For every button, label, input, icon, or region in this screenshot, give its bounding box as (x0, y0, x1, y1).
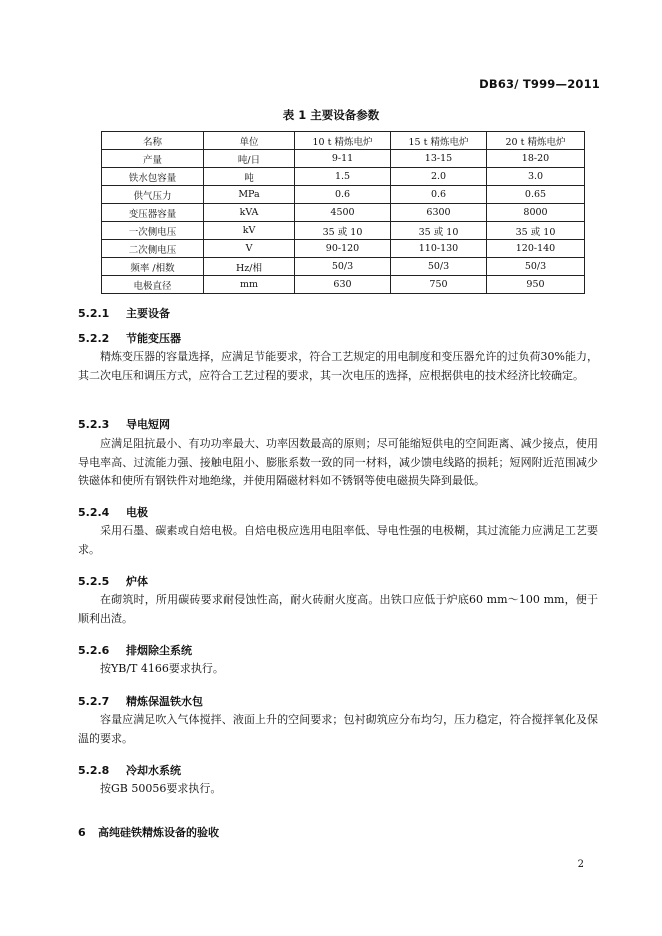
table-cell: 3.0 (487, 168, 585, 186)
table-cell: 50/3 (487, 258, 585, 276)
table-row (102, 204, 585, 222)
column-header: 名称 (102, 132, 204, 150)
section-title: 电极 (126, 506, 148, 519)
table-cell: 50/3 (391, 258, 487, 276)
table-cell: 120-140 (487, 240, 585, 258)
main-equipment-parameter-table (101, 131, 585, 294)
paragraph-5-2-5: 在砌筑时，所用碳砖要求耐侵蚀性高，耐火砖耐火度高。出铁口应低于炉底60 mm～100 mm，便于顺利出渣。 (78, 593, 598, 625)
table-cell: 35 或 10 (487, 222, 585, 240)
document-code: DB63/ T999—2011 (479, 77, 600, 91)
table-cell: 2.0 (391, 168, 487, 186)
section-heading-5-2-6 (78, 642, 192, 658)
table-cell: Hz/相 (204, 258, 295, 276)
table-cell: 750 (391, 276, 487, 294)
section-title: 冷却水系统 (126, 764, 181, 777)
section-number: 5.2.1 (78, 307, 110, 320)
paragraph-5-2-2: 精炼变压器的容量选择，应满足节能要求，符合工艺规定的用电制度和变压器允许的过负荷30%能力，其二次电压和调压方式，应符合工艺过程的要求，其一次电压的选择，应根据供电的技术经济比较确定。 (78, 350, 598, 382)
paragraph-5-2-8: 按GB 50056要求执行。 (100, 782, 222, 795)
section-heading-5-2-4 (78, 504, 148, 520)
section-number: 5.2.4 (78, 506, 110, 519)
section-title: 主要设备 (126, 307, 170, 320)
section-heading-5-2-7 (78, 693, 203, 709)
table-cell: MPa (204, 186, 295, 204)
table-header-row (102, 132, 585, 150)
table-row (102, 168, 585, 186)
table-cell: 一次侧电压 (102, 222, 204, 240)
table-cell: 0.6 (391, 186, 487, 204)
section-heading-5-2-5 (78, 573, 148, 589)
table-cell: 1.5 (295, 168, 391, 186)
section-number: 5.2.7 (78, 695, 110, 708)
table-cell: 吨/日 (204, 150, 295, 168)
section-number: 5.2.5 (78, 575, 110, 588)
table-cell: 90-120 (295, 240, 391, 258)
section-heading-5-2-3 (78, 416, 170, 432)
section-title: 节能变压器 (126, 332, 181, 345)
table-row (102, 150, 585, 168)
table-cell: 35 或 10 (295, 222, 391, 240)
table-row (102, 240, 585, 258)
column-header: 10 t 精炼电炉 (295, 132, 391, 150)
table-cell: 13-15 (391, 150, 487, 168)
table-row (102, 222, 585, 240)
table-cell: 0.6 (295, 186, 391, 204)
table-cell: 35 或 10 (391, 222, 487, 240)
section-title: 高纯硅铁精炼设备的验收 (98, 826, 219, 839)
section-heading-5-2-1 (78, 305, 170, 321)
table-cell: 50/3 (295, 258, 391, 276)
table-cell: 6300 (391, 204, 487, 222)
paragraph-5-2-4: 采用石墨、碳素或自焙电极。自焙电极应选用电阻率低、导电性强的电极糊，其过流能力应满足工艺要求。 (78, 524, 598, 556)
table-title: 表 1 主要设备参数 (282, 108, 380, 122)
table-cell: kV (204, 222, 295, 240)
column-header: 15 t 精炼电炉 (391, 132, 487, 150)
table-cell: V (204, 240, 295, 258)
table-cell: 18-20 (487, 150, 585, 168)
table-cell: 频率 /相数 (102, 258, 204, 276)
section-number: 5.2.6 (78, 644, 110, 657)
section-number: 5.2.3 (78, 418, 110, 431)
section-title: 导电短网 (126, 418, 170, 431)
column-header: 20 t 精炼电炉 (487, 132, 585, 150)
table-cell: 供气压力 (102, 186, 204, 204)
table-cell: 电极直径 (102, 276, 204, 294)
section-title: 排烟除尘系统 (126, 644, 192, 657)
section-number: 5.2.2 (78, 332, 110, 345)
paragraph-5-2-3: 应满足阻抗最小、有功功率最大、功率因数最高的原则；尽可能缩短供电的空间距离、减少接点，使用导电率高、过流能力强、接触电阻小、膨胀系数一致的同一材料，减少馈电线路的损耗；短网附近范围减少铁磁体和使所有钢铁件对地绝缘，并使用隔磁材料如不锈钢等使电磁损失降到最低。 (78, 437, 598, 487)
table-cell: 4500 (295, 204, 391, 222)
section-number: 5.2.8 (78, 764, 110, 777)
table-cell: 吨 (204, 168, 295, 186)
table-row (102, 258, 585, 276)
table-cell: 0.65 (487, 186, 585, 204)
table-cell: 630 (295, 276, 391, 294)
table-cell: 950 (487, 276, 585, 294)
table-cell: 8000 (487, 204, 585, 222)
table-cell: 产量 (102, 150, 204, 168)
column-header: 单位 (204, 132, 295, 150)
section-heading-5-2-8 (78, 762, 181, 778)
page-number: 2 (577, 859, 584, 870)
table-row (102, 186, 585, 204)
table-row (102, 276, 585, 294)
section-title: 炉体 (126, 575, 148, 588)
table-cell: 9-11 (295, 150, 391, 168)
table-cell: 铁水包容量 (102, 168, 204, 186)
table-cell: kVA (204, 204, 295, 222)
section-title: 精炼保温铁水包 (126, 695, 203, 708)
table-cell: 二次侧电压 (102, 240, 204, 258)
section-number: 6 (78, 826, 86, 839)
table-cell: mm (204, 276, 295, 294)
paragraph-5-2-7: 容量应满足吹入气体搅拌、液面上升的空间要求；包衬砌筑应分布均匀，压力稳定，符合搅拌氧化及保温的要求。 (78, 713, 598, 745)
section-heading-6 (78, 824, 219, 840)
paragraph-5-2-6: 按YB/T 4166要求执行。 (100, 662, 224, 675)
table-cell: 110-130 (391, 240, 487, 258)
section-heading-5-2-2 (78, 330, 181, 346)
table-cell: 变压器容量 (102, 204, 204, 222)
